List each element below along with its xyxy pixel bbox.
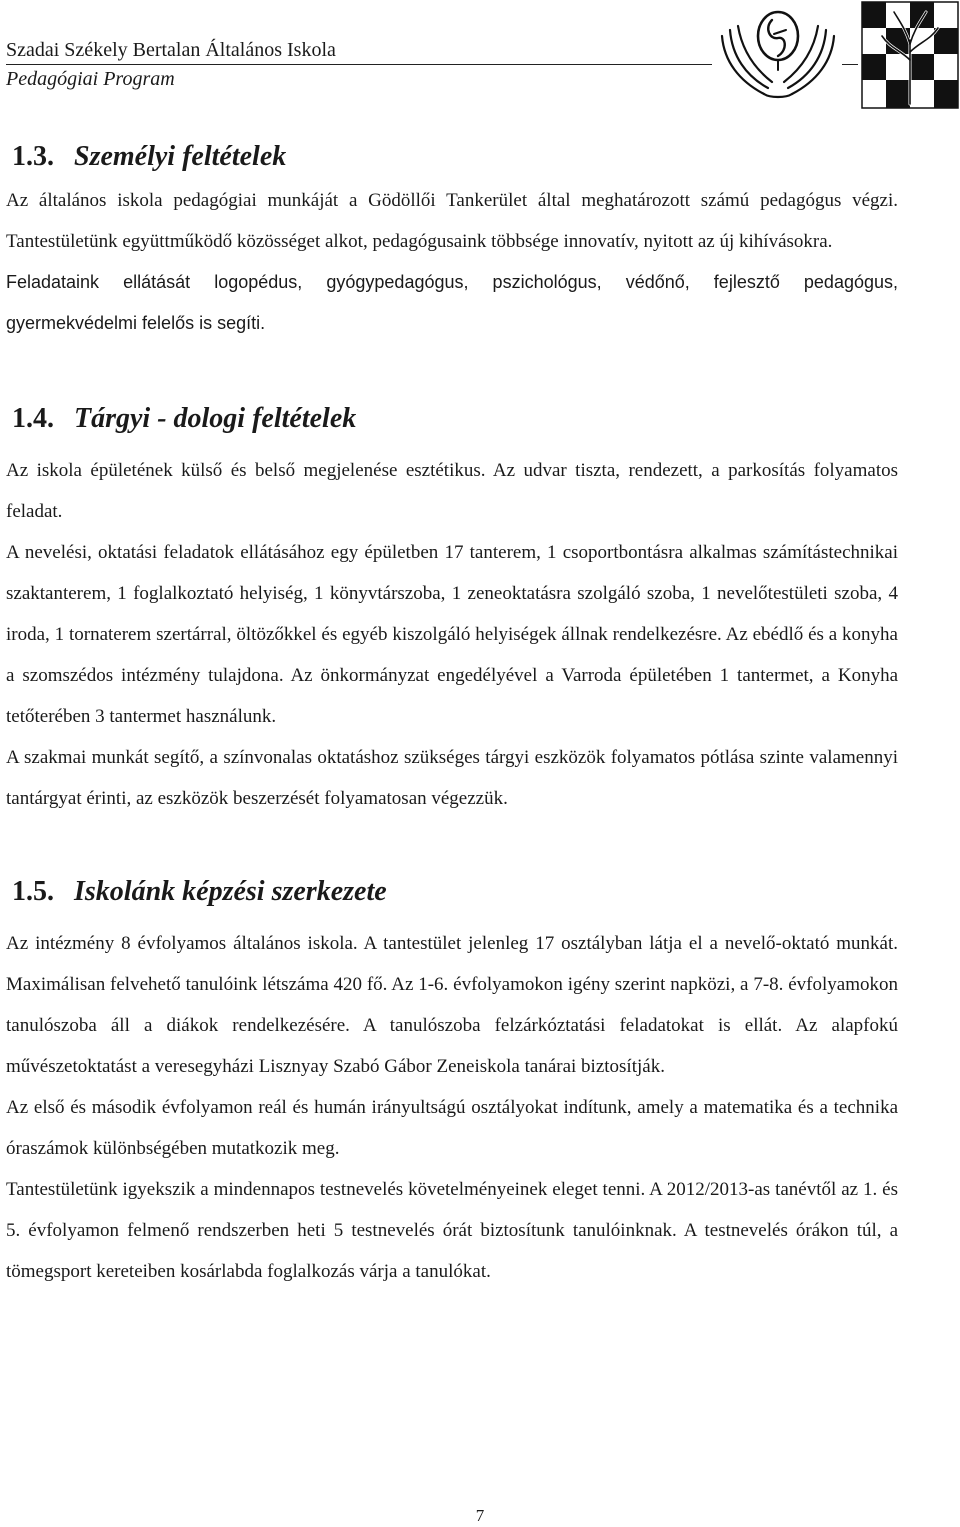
section-heading-1-5: 1.5. Iskolánk képzési szerkezete [12,876,387,907]
page-number: 7 [475,1506,485,1525]
paragraph: Feladataink ellátását logopédus, gyógypedagógus, pszichológus, védőnő, fejlesztő pedagógus, gyermekvédelmi felelős is segíti. [6,272,898,333]
page-header [0,0,960,110]
document-body [6,140,898,1292]
school-name: Szadai Székely Bertalan Általános Iskola [6,39,336,61]
paragraph: Az intézmény 8 évfolyamos általános iskola. A tantestület jelenleg 17 osztályban látja el a nevelő-oktató munkát. Maximálisan felvehető tanulóink létszáma 420 fő. Az 1-6. évfolyamokon igény szerint napközi, a 7-8. évfolyamokon tanulószoba áll a diákok rendelkezésére. A tanulószoba felzárkóztatási feladatokat is ellát. Az alapfokú művészetoktatást a veresegyházi Lisznyay Szabó Gábor Zeneiskola tanárai biztosítják. [6,933,898,1077]
paragraph: Az általános iskola pedagógiai munkáját a Gödöllői Tankerület által meghatározott számú pedagógus végzi. Tantestületünk együttműködő közösséget alkot, pedagógusaink többsége innovatív, nyitott az új kihívásokra. [6,190,898,252]
paragraph: Az első és második évfolyamon reál és humán irányultságú osztályokat indítunk, amely a matematika és a technika óraszámok különbségében mutatkozik meg. [6,1097,898,1159]
paragraph: Tantestületünk igyekszik a mindennapos testnevelés követelményeinek eleget tenni. A 2012/2013-as tanévtől az 1. és 5. évfolyamon felmenő rendszerben heti 5 testnevelés órát biztosítunk tanulóinknak. A testnevelés órákon túl, a tömegsport kereteiben kosárlabda foglalkozás várja a tanulókat. [6,1179,898,1282]
tree-chessboard-logo-icon [860,0,960,110]
header-rule-right [842,64,858,65]
hands-logo-icon [714,6,842,106]
section-heading-1-4: 1.4. Tárgyi - dologi feltételek [12,403,357,434]
paragraph: A nevelési, oktatási feladatok ellátásához egy épületben 17 tanterem, 1 csoportbontásra alkalmas számítástechnikai szaktanterem, 1 foglalkoztató helyiség, 1 könyvtárszoba, 1 zeneoktatásra szolgáló szoba, 1 nevelőtestületi szoba, 4 iroda, 1 tornaterem szertárral, öltözőkkel és egyéb kiszolgáló helyiségek állnak rendelkezésre. Az ebédlő és a konyha a szomszédos intézmény tulajdona. Az önkormányzat engedélyével a Varroda épületében 1 tantermet, a Konyha tetőterében 3 tantermet használunk. [6,542,898,727]
section-heading-1-3: 1.3. Személyi feltételek [12,141,287,172]
paragraph: A szakmai munkát segítő, a színvonalas oktatáshoz szükséges tárgyi eszközök folyamatos pótlása szinte valamennyi tantárgyat érinti, az eszközök beszerzését folyamatosan végezzük. [6,747,898,809]
program-name: Pedagógiai Program [6,68,175,90]
header-rule [6,64,712,65]
paragraph: Az iskola épületének külső és belső megjelenése esztétikus. Az udvar tiszta, rendezett, a parkosítás folyamatos feladat. [6,460,898,522]
